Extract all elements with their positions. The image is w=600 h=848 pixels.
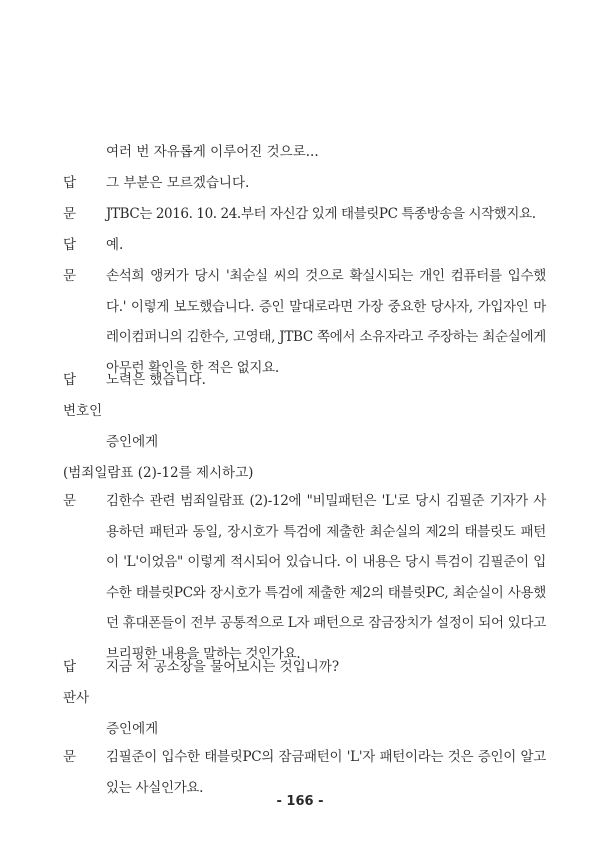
speaker-question: 문 bbox=[63, 493, 77, 509]
section-label-judge: 판사 bbox=[63, 690, 90, 706]
addressee-line: 증인에게 bbox=[106, 434, 159, 450]
speaker-question: 문 bbox=[63, 268, 77, 284]
addressee-line: 증인에게 bbox=[106, 721, 159, 737]
speaker-question: 문 bbox=[63, 206, 77, 222]
answer-text: 그 부분은 모르겠습니다. bbox=[106, 175, 250, 191]
speaker-question: 문 bbox=[63, 749, 77, 765]
question-paragraph: 김한수 관련 범죄일람표 (2)-12에 "비밀패턴은 'L'로 당시 김필준 기자가 사용하던 패턴과 동일, 장시호가 특검에 제출한 최순실의 제2의 태블릿도 패턴이 'L'이었음" 이렇게 적시되어 있습니다. 이 내용은 당시 특검이 김필준이 입수한 태블릿PC와 장시호가 특검에 제출한 제2의 태블릿PC, 최순실이 사용했던 휴대폰들이 전부 공통적으로 L자 패턴으로 잠금장치가 설정이 되어 있다고 브리핑한 내용을 말하는 것인가요. bbox=[106, 493, 546, 662]
exhibit-note: (범죄일람표 (2)-12를 제시하고) bbox=[63, 465, 254, 481]
question-paragraph: 손석희 앵커가 당시 '최순실 씨의 것으로 확실시되는 개인 컴퓨터를 입수했다.' 이렇게 보도했습니다. 증인 말대로라면 가장 중요한 당사자, 가입자인 마레이컴퍼니의 김한수, 고영태, JTBC 쪽에서 소유자라고 주장하는 최순실에게 아무런 확인을 한 적은 없지요. bbox=[106, 268, 546, 376]
answer-text: 노력은 했습니다. bbox=[106, 372, 206, 388]
answer-text: 지금 저 공소장을 물어보시는 것입니까? bbox=[106, 659, 340, 675]
speaker-answer: 답 bbox=[63, 659, 77, 675]
section-label-defense-counsel: 변호인 bbox=[63, 403, 103, 419]
speaker-answer: 답 bbox=[63, 175, 77, 191]
speaker-answer: 답 bbox=[63, 372, 77, 388]
speaker-answer: 답 bbox=[63, 237, 77, 253]
answer-text: 예. bbox=[106, 237, 124, 253]
question-paragraph: 김필준이 입수한 태블릿PC의 잠금패턴이 'L'자 패턴이라는 것은 증인이 알고 있는 사실인가요. bbox=[106, 749, 546, 796]
page-number: - 166 - bbox=[276, 794, 324, 809]
continuation-line: 여러 번 자유롭게 이루어진 것으로... bbox=[106, 144, 319, 160]
question-text: JTBC는 2016. 10. 24.부터 자신감 있게 태블릿PC 특종방송을 시작했지요. bbox=[106, 206, 536, 222]
